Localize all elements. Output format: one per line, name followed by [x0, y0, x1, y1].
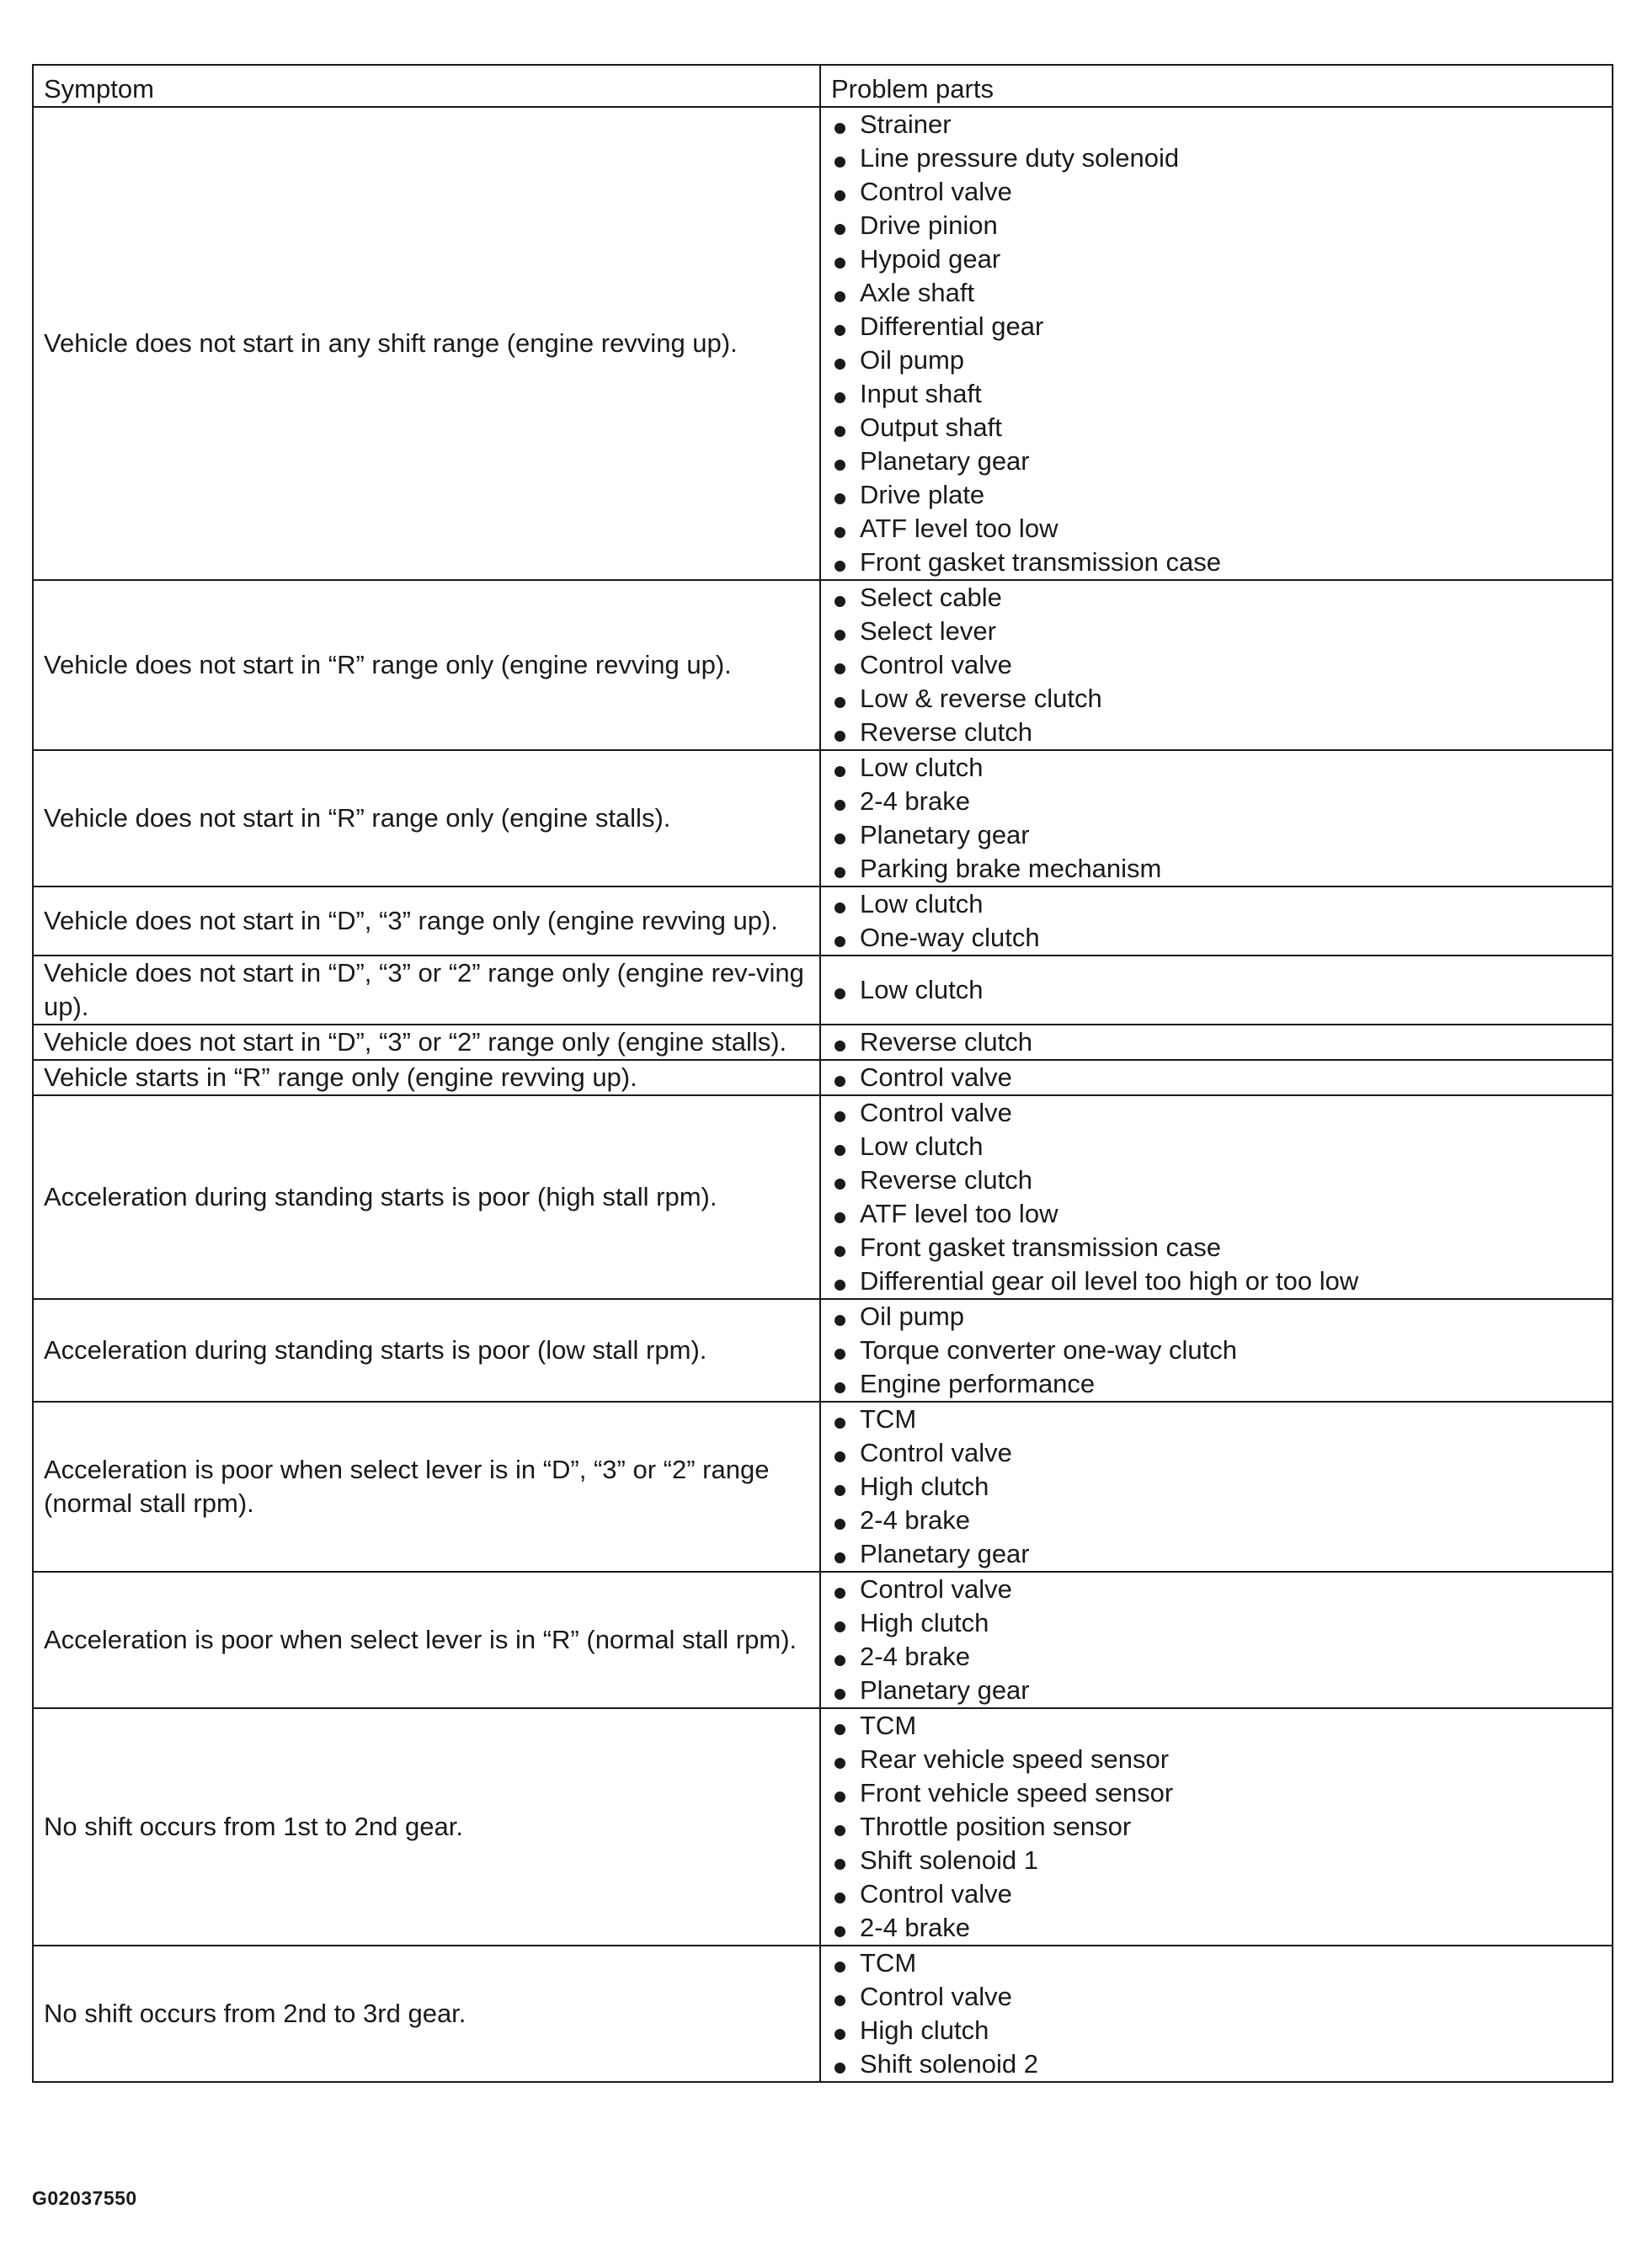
table-row	[33, 1708, 1613, 1946]
symptom-cell: Vehicle starts in “R” range only (engine revving up).	[33, 1060, 820, 1095]
symptom-cell: No shift occurs from 2nd to 3rd gear.	[33, 1946, 820, 2082]
list-item: Control valve	[831, 1061, 1603, 1094]
problem-parts-list	[831, 1025, 1603, 1059]
list-item: Line pressure duty solenoid	[831, 141, 1603, 175]
problem-parts-cell	[820, 1572, 1613, 1708]
table-row	[33, 886, 1613, 956]
list-item: Low clutch	[831, 751, 1603, 785]
header-symptom: Symptom	[33, 65, 820, 107]
list-item: TCM	[831, 1403, 1603, 1436]
symptom-cell: Vehicle does not start in “D”, “3” range only (engine revving up).	[33, 886, 820, 956]
list-item: Low clutch	[831, 973, 1603, 1007]
problem-parts-list	[831, 751, 1603, 886]
table-body	[33, 107, 1613, 2082]
problem-parts-list	[831, 108, 1603, 579]
symptom-cell: No shift occurs from 1st to 2nd gear.	[33, 1708, 820, 1946]
list-item: Shift solenoid 1	[831, 1844, 1603, 1877]
problem-parts-cell	[820, 1402, 1613, 1572]
symptom-cell: Vehicle does not start in “R” range only (engine revving up).	[33, 580, 820, 750]
problem-parts-list	[831, 1061, 1603, 1094]
list-item: Hypoid gear	[831, 242, 1603, 276]
table-row	[33, 1402, 1613, 1572]
symptom-cell: Vehicle does not start in “R” range only (engine stalls).	[33, 750, 820, 886]
list-item: Front gasket transmission case	[831, 1231, 1603, 1264]
list-item: Front vehicle speed sensor	[831, 1776, 1603, 1810]
problem-parts-cell	[820, 1299, 1613, 1402]
problem-parts-cell	[820, 580, 1613, 750]
table-row	[33, 580, 1613, 750]
problem-parts-list	[831, 1403, 1603, 1571]
problem-parts-list	[831, 1709, 1603, 1945]
table-row	[33, 956, 1613, 1025]
list-item: Planetary gear	[831, 818, 1603, 852]
list-item: TCM	[831, 1709, 1603, 1743]
list-item: 2-4 brake	[831, 1504, 1603, 1537]
problem-parts-list	[831, 1573, 1603, 1707]
list-item: Planetary gear	[831, 445, 1603, 478]
list-item: Low clutch	[831, 887, 1603, 921]
problem-parts-cell	[820, 1025, 1613, 1060]
list-item: Drive plate	[831, 478, 1603, 512]
list-item: One-way clutch	[831, 921, 1603, 955]
list-item: Low & reverse clutch	[831, 682, 1603, 716]
problem-parts-cell	[820, 107, 1613, 580]
list-item: 2-4 brake	[831, 785, 1603, 818]
list-item: High clutch	[831, 1606, 1603, 1640]
list-item: Control valve	[831, 175, 1603, 209]
table-header-row	[33, 65, 1613, 107]
list-item: Control valve	[831, 1096, 1603, 1130]
table-row	[33, 1572, 1613, 1708]
list-item: TCM	[831, 1946, 1603, 1980]
list-item: Reverse clutch	[831, 1163, 1603, 1197]
list-item: Parking brake mechanism	[831, 852, 1603, 886]
list-item: Engine performance	[831, 1367, 1603, 1401]
list-item: Strainer	[831, 108, 1603, 141]
symptom-cell: Acceleration during standing starts is poor (low stall rpm).	[33, 1299, 820, 1402]
list-item: Shift solenoid 2	[831, 2047, 1603, 2081]
list-item: Control valve	[831, 1573, 1603, 1606]
symptom-cell: Acceleration is poor when select lever is in “D”, “3” or “2” range (normal stall rpm).	[33, 1402, 820, 1572]
symptom-cell: Vehicle does not start in “D”, “3” or “2” range only (engine rev-ving up).	[33, 956, 820, 1025]
list-item: Select cable	[831, 581, 1603, 615]
problem-parts-list	[831, 1300, 1603, 1401]
symptom-cell: Vehicle does not start in “D”, “3” or “2” range only (engine stalls).	[33, 1025, 820, 1060]
list-item: Reverse clutch	[831, 1025, 1603, 1059]
problem-parts-cell	[820, 1708, 1613, 1946]
list-item: 2-4 brake	[831, 1911, 1603, 1945]
list-item: 2-4 brake	[831, 1640, 1603, 1674]
list-item: Control valve	[831, 1436, 1603, 1470]
problem-parts-list	[831, 581, 1603, 749]
table-row	[33, 1946, 1613, 2082]
problem-parts-cell	[820, 1060, 1613, 1095]
list-item: Differential gear oil level too high or too low	[831, 1264, 1603, 1298]
problem-parts-cell	[820, 886, 1613, 956]
figure-id-caption: G02037550	[32, 2187, 137, 2209]
list-item: Planetary gear	[831, 1674, 1603, 1707]
list-item: Low clutch	[831, 1130, 1603, 1163]
table-row	[33, 1060, 1613, 1095]
list-item: Control valve	[831, 1980, 1603, 2014]
table-row	[33, 1299, 1613, 1402]
header-problem-parts: Problem parts	[820, 65, 1613, 107]
table-row	[33, 107, 1613, 580]
symptom-cell: Acceleration during standing starts is poor (high stall rpm).	[33, 1095, 820, 1299]
list-item: Oil pump	[831, 343, 1603, 377]
problem-parts-list	[831, 1096, 1603, 1298]
table-row	[33, 750, 1613, 886]
problem-parts-cell	[820, 956, 1613, 1025]
table-row	[33, 1025, 1613, 1060]
list-item: Input shaft	[831, 377, 1603, 411]
list-item: Planetary gear	[831, 1537, 1603, 1571]
problem-parts-list	[831, 973, 1603, 1007]
problem-parts-cell	[820, 1095, 1613, 1299]
problem-parts-cell	[820, 750, 1613, 886]
list-item: High clutch	[831, 1470, 1603, 1504]
list-item: Output shaft	[831, 411, 1603, 445]
list-item: Control valve	[831, 1877, 1603, 1911]
list-item: Throttle position sensor	[831, 1810, 1603, 1844]
list-item: Control valve	[831, 648, 1603, 682]
list-item: Axle shaft	[831, 276, 1603, 310]
list-item: Reverse clutch	[831, 716, 1603, 749]
problem-parts-cell	[820, 1946, 1613, 2082]
list-item: Oil pump	[831, 1300, 1603, 1334]
list-item: Rear vehicle speed sensor	[831, 1743, 1603, 1776]
list-item: Drive pinion	[831, 209, 1603, 242]
list-item: Torque converter one-way clutch	[831, 1334, 1603, 1367]
list-item: ATF level too low	[831, 512, 1603, 546]
table-row	[33, 1095, 1613, 1299]
symptom-cell: Acceleration is poor when select lever is in “R” (normal stall rpm).	[33, 1572, 820, 1708]
list-item: High clutch	[831, 2014, 1603, 2047]
list-item: Front gasket transmission case	[831, 546, 1603, 579]
list-item: Differential gear	[831, 310, 1603, 343]
list-item: ATF level too low	[831, 1197, 1603, 1231]
troubleshooting-table	[32, 64, 1613, 2083]
problem-parts-list	[831, 1946, 1603, 2081]
list-item: Select lever	[831, 615, 1603, 648]
symptom-cell: Vehicle does not start in any shift range (engine revving up).	[33, 107, 820, 580]
problem-parts-list	[831, 887, 1603, 955]
